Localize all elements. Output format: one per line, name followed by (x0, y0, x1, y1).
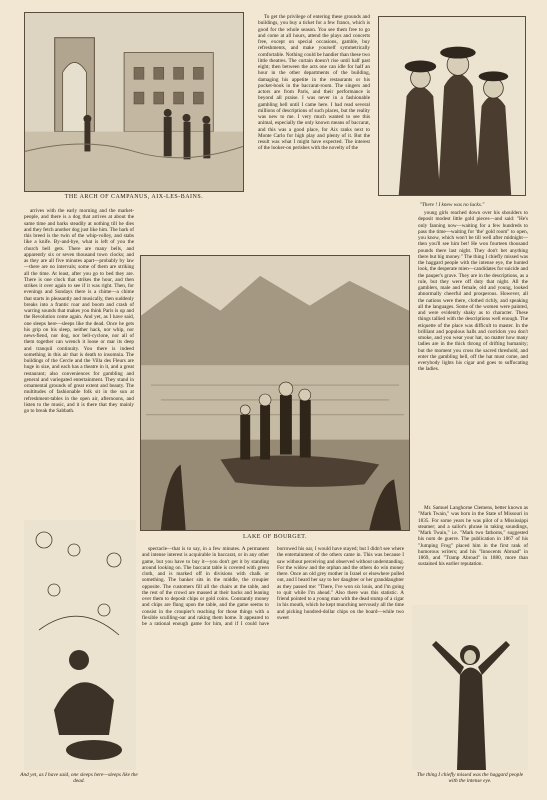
paragraph: Mr. Samuel Langhorne Clemens, better known as "Mark Twain," was born in the State of Missouri in 1835. For some years he was pilot of a Mississippi steamer; and a sailor's phrase in taking soundings, "Mark Twain," i.e. "Mark two fathoms," suggested his nom de guerre. The publication in 1867 of his "Jumping Frog" placed him in the first rank of humorous writers; and his "Innocents Abroad" in 1869, and "Tramp Abroad" in 1880, more than sustained his earlier reputation. (418, 505, 528, 568)
haggard-man-illustration (412, 605, 528, 770)
lake-illustration (140, 255, 410, 531)
text-column-right-biography (418, 505, 528, 600)
paragraph: arrives with the early morning and the market-people, and there is a dog that arrives at about the same time and barks steadily at nothing till he dies and they fetch another dog just like him. The bark of this breed is the twin of the whip-volley, and stabs like a knife. By-and-bye, what is left of you the church bell gets. There are many bells, and apparently six or seven thousand town clocks; and as they are all five minutes apart—probably by law—there are no intervals; some of them are striking all the time. At least, after you go to bed they are. There is one clock that strikes the hour, and then strikes it over again to see if it was right. Then, for evenings and Sundays there is a chime—a chime that starts in pleasantly and musically, then suddenly breaks into a frantic roar and boom and crash of warring sounds that makes you think Paris is up and the Revolution come again. And yet, as I have said, one sleeps here—sleeps like the dead. Once he gets his grip on his sleep, neither hack, nor whip, nor news-fiend, nor dog, nor bell-cyclone, nor all of them together can wrench it loose or mar its deep and tranquil continuity. You there is indeed something in this air that is death to insomnia. The buildings of the Cercle and the Villa des Fleurs are huge in size, and each has a theatre in it, and a great restaurant; also conveniences for gambling and general and variegated entertainment. They stand in ornamental grounds of great extent and beauty. The multitudes of fashionable folk sit in the sun at refreshment-tables in the open air, afternoons, and listen to the music, and it is there that they mainly go to break the Sabbath. (24, 208, 134, 414)
text-column-left (24, 208, 134, 508)
sleeper-caption: And yet, as I have said, one sleeps here—sleeps like the dead. (20, 772, 138, 784)
lake-caption: LAKE OF BOURGET. (242, 534, 308, 540)
ladies-illustration (378, 16, 526, 196)
paragraph: spectacle—that is to say, in a few minutes. A permanent and intense interest is acquirable in baccarat, or in any other game, but you have to buy it—you don't get it by standing around looking on. The baccarat table is covered with green cloth, and is marked off in divisions with chalk or something. The banker sits in the middle, the croupier opposite. The customers fill all the chairs at the table, and the rest of the crowd are massed at their backs and leaning over them to deposit chips or gold coins. Constantly money and chips are flung upon the table, and the game seems to consist in the croupier's reaching for those things with a flexible scullling-oar and raking them home. It appeared to be a rational enough game for him, and if I could have borrowed his oar, I would have stayed; but I didn't see where the entertainment of the others came in. This was because I saw without perceiving and observed without understanding. For the widow and the orphan and the others do win money there. Once an old grey mother in Israel or elsewhere pulled out, and I heard her say to her daughter or her granddaughter as they passed me: "There, I've won six louis, and I'm going to quit while I'm ahead." Also there was this statistic. A friend pointed to a young man with the dead stump of a cigar in his mouth, which he kept munching nervously all the time and picking hundred-dollar chips on the board—while two sweet (142, 546, 404, 627)
haggard-caption: The thing I chiefly missed was the haggard people with the intense eye. (416, 772, 524, 784)
text-column-right (418, 210, 528, 500)
paragraph: young girls reached down over his shoulders to deposit modest little gold pieces—and said: "He's only fanning now—waiting for a few hundreds to pass the time—waiting for 'the' gold room" to open, you know, which won't be till well after midnight—then you'll see him bet! He won fourteen thousand pounds there last night. They don't bet anything there but big money." The thing I chiefly missed was the haggard people with the intense eye, the hunted look, the desperate mien—candidates for suicide and the pauper's grave. They are in the descriptions, as a rule, but they were off duty that night. All the gamblers, male and female, old and young, looked abnormally cheerful and prosperous. However, all the nations were there, clothed richly, and speaking all the languages. Some of the women were painted, and were evidently shaky as to character. These things tallied with the descriptions well enough. The etiquette of the place was difficult to master. In the brilliant and populous halls and corridors you don't smoke, and you wear your hat, no matter how many ladies are in the thick throng of drifting humanity; but the moment you cross the sacred threshold, and enter the gambling hell, off the hat must come, and everybody lights his cigar and goes to suffocating the ladies. (418, 210, 528, 373)
arch-caption: THE ARCH OF CAMPANUS, AIX-LES-BAINS. (64, 194, 204, 200)
text-column-top-middle (258, 14, 370, 246)
ladies-caption: "There ! I knew was no lucks." (419, 202, 485, 208)
sleeper-illustration (24, 520, 136, 770)
paragraph: To get the privilege of entering these grounds and buildings, you buy a ticket for a few francs, which is good for the whole season. You see them free to go and come at all hours, attend the plays and concerts free, except on special occasions, gamble, buy refreshments, and make yourself symmetrically comfortable. Nothing could be handier than these two little theatres. The curtain doesn't rise until half past eight; then between the acts one can idle for half an hour in the other departments of the building, damaging his appetite in the restaurants or his pocket-book in the baccarat-room. The singers and actors are from Paris, and their performance is beyond all praise. I was never in a fashionable gambling hell until I came here. I had read several millions of descriptions of such places, but the reality was new to me. I very much wanted to see this animal, especially the only known means of baccarat, and this was a good place, for Aix ranks next to Monte Carlo for high play and plenty of it. But the result was what I might have expected. The interest of the looker-on perishes with the novelty of the (258, 14, 370, 152)
text-column-bottom-middle (142, 546, 404, 792)
arch-illustration (24, 12, 244, 192)
